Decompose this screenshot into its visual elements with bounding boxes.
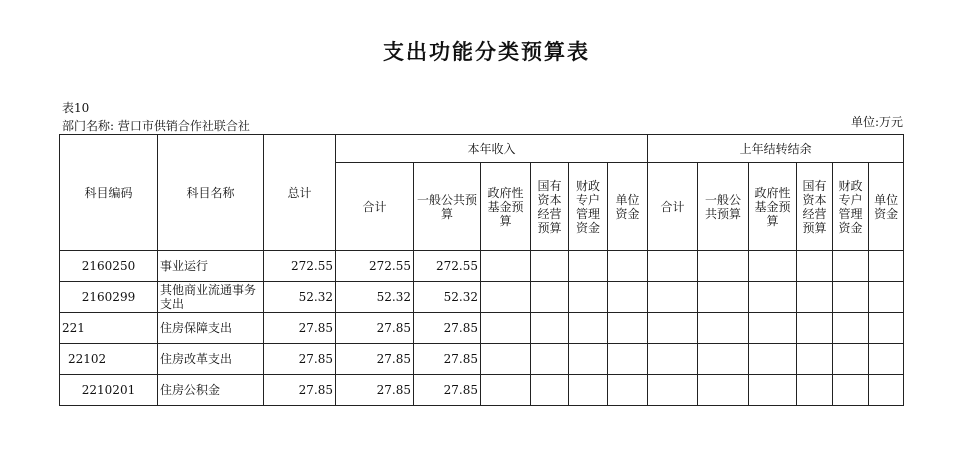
empty-cell — [833, 251, 869, 282]
empty-cell — [608, 375, 648, 406]
row-name: 其他商业流通事务支出 — [158, 282, 264, 313]
row-code: 2160299 — [60, 282, 158, 313]
row-name: 住房改革支出 — [158, 344, 264, 375]
empty-cell — [648, 251, 698, 282]
empty-cell — [608, 313, 648, 344]
header-prev-state-capital: 国有资本经营预算 — [797, 163, 833, 251]
table-row — [60, 313, 904, 344]
empty-cell — [608, 344, 648, 375]
empty-cell — [833, 375, 869, 406]
header-cur-state-capital: 国有资本经营预算 — [531, 163, 569, 251]
empty-cell — [481, 251, 531, 282]
table-number: 表10 — [62, 101, 90, 115]
header-subject-code: 科目编码 — [60, 135, 158, 251]
empty-cell — [569, 282, 608, 313]
header-cur-unit-fund: 单位资金 — [608, 163, 648, 251]
empty-cell — [531, 251, 569, 282]
row-sum: 52.32 — [336, 282, 414, 313]
row-general: 27.85 — [414, 344, 481, 375]
row-general: 27.85 — [414, 313, 481, 344]
empty-cell — [749, 251, 797, 282]
empty-cell — [481, 344, 531, 375]
header-cur-sum: 合计 — [336, 163, 414, 251]
empty-cell — [698, 282, 749, 313]
empty-cell — [749, 375, 797, 406]
header-prev-gov-fund: 政府性基金预算 — [749, 163, 797, 251]
table-row — [60, 282, 904, 313]
table-row — [60, 251, 904, 282]
empty-cell — [481, 375, 531, 406]
empty-cell — [869, 251, 904, 282]
row-total: 27.85 — [264, 375, 336, 406]
empty-cell — [749, 282, 797, 313]
row-sum: 27.85 — [336, 313, 414, 344]
empty-cell — [608, 282, 648, 313]
header-prev-sum: 合计 — [648, 163, 698, 251]
header-cur-fiscal-special: 财政专户管理资金 — [569, 163, 608, 251]
row-total: 52.32 — [264, 282, 336, 313]
empty-cell — [833, 344, 869, 375]
empty-cell — [648, 282, 698, 313]
empty-cell — [797, 344, 833, 375]
row-sum: 272.55 — [336, 251, 414, 282]
row-general: 27.85 — [414, 375, 481, 406]
header-prev-general: 一般公共预算 — [698, 163, 749, 251]
row-total: 272.55 — [264, 251, 336, 282]
empty-cell — [797, 313, 833, 344]
header-cur-gov-fund: 政府性基金预算 — [481, 163, 531, 251]
empty-cell — [797, 282, 833, 313]
department-name: 部门名称: 营口市供销合作社联合社 — [62, 119, 250, 133]
empty-cell — [481, 313, 531, 344]
header-current-income: 本年收入 — [336, 135, 648, 163]
header-subject-name: 科目名称 — [158, 135, 264, 251]
row-name: 住房公积金 — [158, 375, 264, 406]
row-sum: 27.85 — [336, 344, 414, 375]
empty-cell — [569, 375, 608, 406]
empty-cell — [531, 344, 569, 375]
header-carryover: 上年结转结余 — [648, 135, 904, 163]
empty-cell — [608, 251, 648, 282]
empty-cell — [749, 344, 797, 375]
empty-cell — [698, 313, 749, 344]
empty-cell — [869, 313, 904, 344]
empty-cell — [569, 344, 608, 375]
row-general: 272.55 — [414, 251, 481, 282]
header-row-1 — [60, 135, 904, 163]
empty-cell — [698, 344, 749, 375]
row-total: 27.85 — [264, 313, 336, 344]
empty-cell — [531, 313, 569, 344]
empty-cell — [648, 344, 698, 375]
empty-cell — [869, 375, 904, 406]
empty-cell — [797, 375, 833, 406]
unit-label: 单位:万元 — [850, 115, 903, 129]
row-code: 221 — [60, 313, 158, 344]
row-sum: 27.85 — [336, 375, 414, 406]
row-name: 住房保障支出 — [158, 313, 264, 344]
empty-cell — [531, 282, 569, 313]
empty-cell — [648, 375, 698, 406]
empty-cell — [481, 282, 531, 313]
header-total: 总计 — [264, 135, 336, 251]
empty-cell — [749, 313, 797, 344]
header-prev-unit-fund: 单位资金 — [869, 163, 904, 251]
empty-cell — [648, 313, 698, 344]
empty-cell — [797, 251, 833, 282]
empty-cell — [531, 375, 569, 406]
header-cur-general: 一般公共预算 — [414, 163, 481, 251]
row-code: 22102 — [60, 344, 158, 375]
table-row — [60, 375, 904, 406]
empty-cell — [569, 251, 608, 282]
row-total: 27.85 — [264, 344, 336, 375]
page-title: 支出功能分类预算表 — [383, 40, 590, 64]
row-name: 事业运行 — [158, 251, 264, 282]
empty-cell — [698, 251, 749, 282]
budget-table — [59, 134, 904, 406]
row-code: 2160250 — [60, 251, 158, 282]
empty-cell — [698, 375, 749, 406]
table-row — [60, 344, 904, 375]
empty-cell — [869, 282, 904, 313]
header-prev-fiscal-special: 财政专户管理资金 — [833, 163, 869, 251]
row-code: 2210201 — [60, 375, 158, 406]
empty-cell — [833, 282, 869, 313]
empty-cell — [869, 344, 904, 375]
empty-cell — [833, 313, 869, 344]
empty-cell — [569, 313, 608, 344]
row-general: 52.32 — [414, 282, 481, 313]
